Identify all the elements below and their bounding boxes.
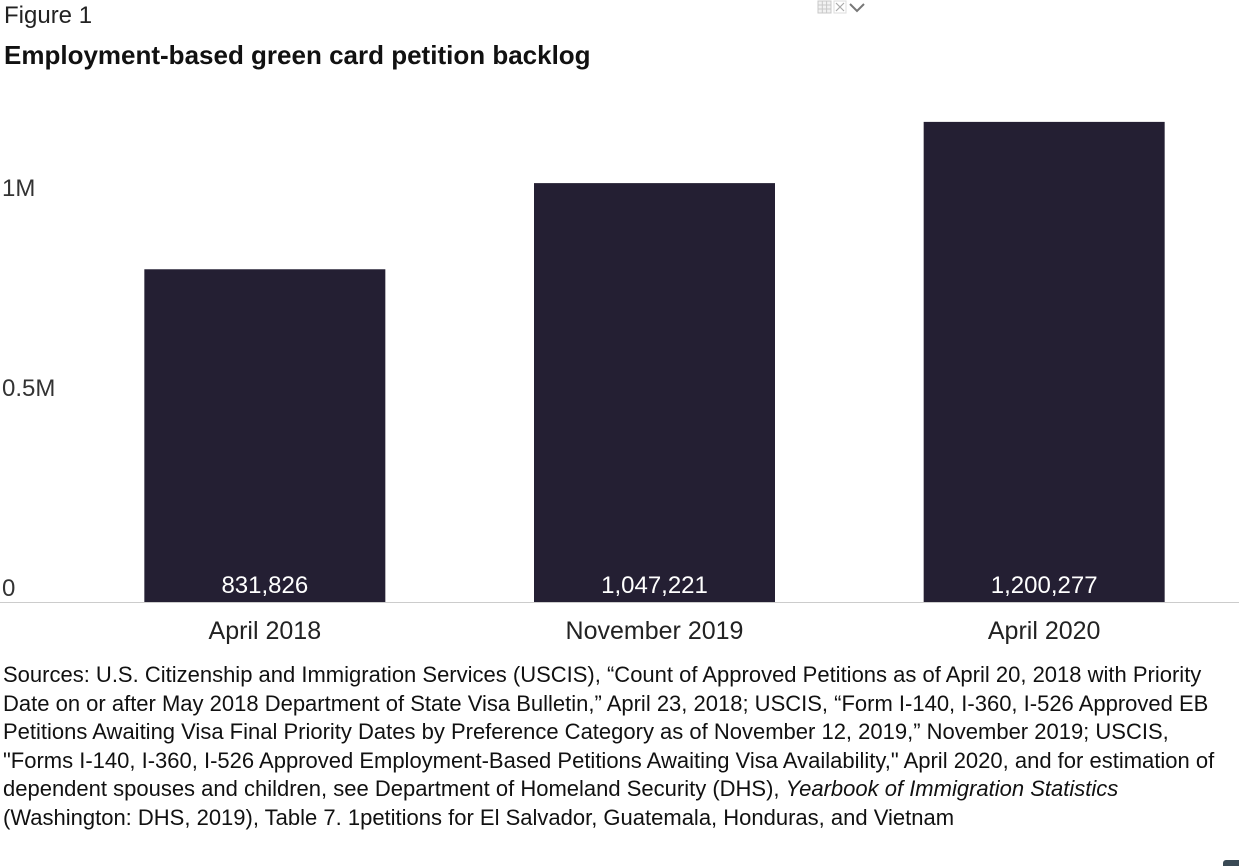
sources-italic-title: Yearbook of Immigration Statistics	[785, 776, 1119, 801]
chart-title: Employment-based green card petition backlog	[4, 40, 591, 70]
x-tick-label: November 2019	[565, 617, 744, 645]
chart-toolbar	[817, 0, 869, 14]
table-view-icon[interactable]	[818, 1, 831, 13]
bar-series	[144, 122, 1164, 602]
bar-value-label: 1,200,277	[990, 572, 1098, 599]
corner-resize-handle	[1223, 860, 1239, 866]
x-axis	[209, 617, 1101, 645]
chevron-down-icon[interactable]	[850, 4, 864, 11]
expand-icon[interactable]	[834, 1, 846, 13]
sources-text-end: (Washington: DHS, 2019), Table 7. 1petitions for El Salvador, Guatemala, Honduras, and Vietnam	[3, 804, 955, 830]
sources-note	[3, 661, 1235, 832]
bar-value-label: 1,047,221	[601, 572, 708, 599]
bar-chart	[0, 90, 1239, 650]
bar[interactable]	[924, 122, 1165, 602]
y-tick-label: 1M	[2, 175, 36, 202]
sources-text: Sources: U.S. Citizenship and Immigration Services (USCIS), “Count of Approved Petitions as of April 20, 2018 with Priority Date on or after May 2018 Department of State Visa Bulletin,” April 23, 2018; USCIS, “Form I-140, I-360, I-526 Approved EB Petitions Awaiting Visa Final Priority Dates by Preference Category as of November 12, 2019,” November 2019; USCIS, "Forms I-140, I-360, I-526 Approved Employment-Based Petitions Awaiting Visa Availability," April 2020, and for estimation of dependent spouses and children, see Department of Homeland Security (DHS),	[3, 662, 1215, 801]
figure-label: Figure 1	[4, 2, 93, 29]
bar-value-label: 831,826	[221, 572, 309, 599]
bar[interactable]	[534, 183, 775, 602]
x-tick-label: April 2020	[987, 617, 1101, 645]
y-tick-label: 0	[2, 575, 16, 602]
x-tick-label: April 2018	[208, 617, 322, 645]
y-axis	[2, 175, 55, 602]
bar[interactable]	[144, 269, 385, 602]
y-tick-label: 0.5M	[2, 375, 56, 402]
